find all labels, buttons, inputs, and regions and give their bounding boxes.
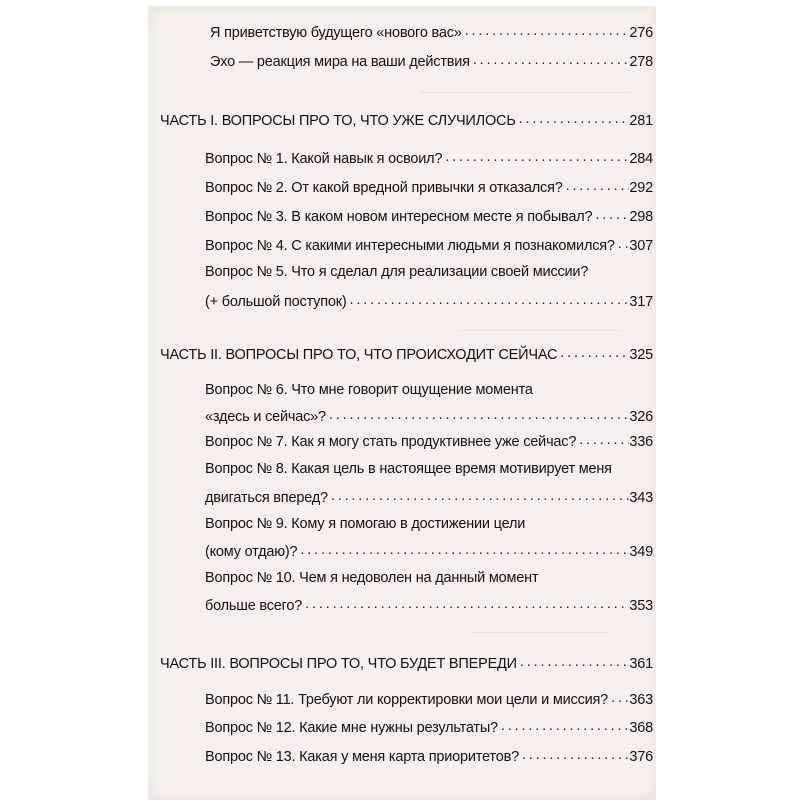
dot-leader xyxy=(516,107,630,131)
toc-entry[interactable] xyxy=(210,48,653,74)
toc-page-number: 278 xyxy=(629,54,653,70)
dot-leader xyxy=(470,48,630,72)
toc-part-title: ЧАСТЬ I. ВОПРОСЫ ПРО ТО, ЧТО УЖЕ СЛУЧИЛОСЬ xyxy=(160,113,516,129)
toc-entry[interactable] xyxy=(205,174,653,200)
toc-entry-title: Эхо — реакция мира на ваши действия xyxy=(210,54,470,70)
dot-leader xyxy=(328,484,630,508)
toc-entry[interactable] xyxy=(205,260,653,314)
toc-entry-title-line: Вопрос № 8. Какая цель в настоящее время мотивирует меня xyxy=(205,461,612,477)
toc-page-number: 317 xyxy=(629,294,653,310)
toc-page-number: 284 xyxy=(629,151,653,167)
toc-page-number: 376 xyxy=(629,749,653,765)
toc-part-heading[interactable] xyxy=(160,341,653,367)
toc-entry-title: Вопрос № 7. Как я могу стать продуктивнее уже сейчас? xyxy=(205,434,577,450)
toc-entry-title: двигаться вперед? xyxy=(205,490,328,506)
toc-entry-title: Вопрос № 2. От какой вредной привычки я отказался? xyxy=(205,180,563,196)
toc-entry-title: Вопрос № 4. С какими интересными людьми я познакомился? xyxy=(205,238,615,254)
toc-entry[interactable] xyxy=(205,743,653,769)
toc-entry-title: (+ большой поступок) xyxy=(205,294,347,310)
toc-entry[interactable] xyxy=(205,378,653,429)
dot-leader xyxy=(592,203,629,227)
toc-entry-title-line: Вопрос № 6. Что мне говорит ощущение момента xyxy=(205,382,533,398)
dot-leader xyxy=(462,19,630,43)
toc-entry[interactable] xyxy=(205,203,653,229)
dot-leader xyxy=(557,341,629,365)
toc-entry-title: Вопрос № 12. Какие мне нужны результаты? xyxy=(205,720,498,736)
toc-page-number: 368 xyxy=(629,720,653,736)
dot-leader xyxy=(608,686,629,710)
toc-entry[interactable] xyxy=(210,19,653,45)
toc-entry-title: Я приветствую будущего «нового вас» xyxy=(210,25,462,41)
toc-part-heading[interactable] xyxy=(160,107,653,133)
dot-leader xyxy=(517,650,630,674)
toc-part-title: ЧАСТЬ II. ВОПРОСЫ ПРО ТО, ЧТО ПРОИСХОДИТ СЕЙЧАС xyxy=(160,347,558,363)
toc-page-number: 363 xyxy=(629,692,653,708)
toc-page-number: 361 xyxy=(629,656,653,672)
toc-entry[interactable] xyxy=(205,566,653,618)
toc-page-number: 325 xyxy=(629,347,653,363)
toc-part-title: ЧАСТЬ III. ВОПРОСЫ ПРО ТО, ЧТО БУДЕТ ВПЕРЕДИ xyxy=(160,656,517,672)
show-through-text xyxy=(460,330,620,333)
dot-leader xyxy=(498,714,629,738)
toc-entry-title: Вопрос № 13. Какая у меня карта приоритетов? xyxy=(205,749,519,765)
toc-entry[interactable] xyxy=(205,428,653,454)
dot-leader xyxy=(302,592,629,616)
toc-entry-title: Вопрос № 1. Какой навык я освоил? xyxy=(205,151,443,167)
toc-entry[interactable] xyxy=(205,512,653,564)
toc-page-number: 353 xyxy=(629,598,653,614)
dot-leader xyxy=(442,145,629,169)
dot-leader xyxy=(576,428,629,452)
toc-page-number: 326 xyxy=(629,409,653,425)
toc-entry-title-line: Вопрос № 5. Что я сделал для реализации своей миссии? xyxy=(205,264,589,280)
dot-leader xyxy=(347,288,630,312)
toc-entry[interactable] xyxy=(205,714,653,740)
toc-page-number: 343 xyxy=(629,490,653,506)
toc-entry-title: «здесь и сейчас»? xyxy=(205,409,326,425)
dot-leader xyxy=(519,743,629,767)
dot-leader xyxy=(297,538,629,562)
toc-page-number: 292 xyxy=(629,180,653,196)
toc-entry-title: Вопрос № 3. В каком новом интересном месте я побывал? xyxy=(205,209,593,225)
show-through-text xyxy=(420,92,630,95)
toc-entry[interactable] xyxy=(205,686,653,712)
toc-entry-title: (кому отдаю)? xyxy=(205,544,298,560)
toc-entry[interactable] xyxy=(205,232,653,258)
toc-page-number: 307 xyxy=(629,238,653,254)
dot-leader xyxy=(563,174,630,198)
toc-page-number: 281 xyxy=(629,113,653,129)
toc-entry-title-line: Вопрос № 9. Кому я помогаю в достижении цели xyxy=(205,516,526,532)
toc-entry[interactable] xyxy=(205,457,653,510)
dot-leader xyxy=(615,232,630,256)
toc-entry-title: больше всего? xyxy=(205,598,303,614)
toc-entry-title: Вопрос № 11. Требуют ли корректировки мои цели и миссия? xyxy=(205,692,609,708)
toc-page-number: 349 xyxy=(629,544,653,560)
toc-page-number: 298 xyxy=(629,209,653,225)
show-through-text xyxy=(470,632,610,635)
toc-part-heading[interactable] xyxy=(160,650,653,676)
toc-entry-title-line: Вопрос № 10. Чем я недоволен на данный момент xyxy=(205,570,539,586)
dot-leader xyxy=(326,403,630,427)
toc-entry[interactable] xyxy=(205,145,653,171)
toc-page-number: 276 xyxy=(629,25,653,41)
toc-page-number: 336 xyxy=(629,434,653,450)
